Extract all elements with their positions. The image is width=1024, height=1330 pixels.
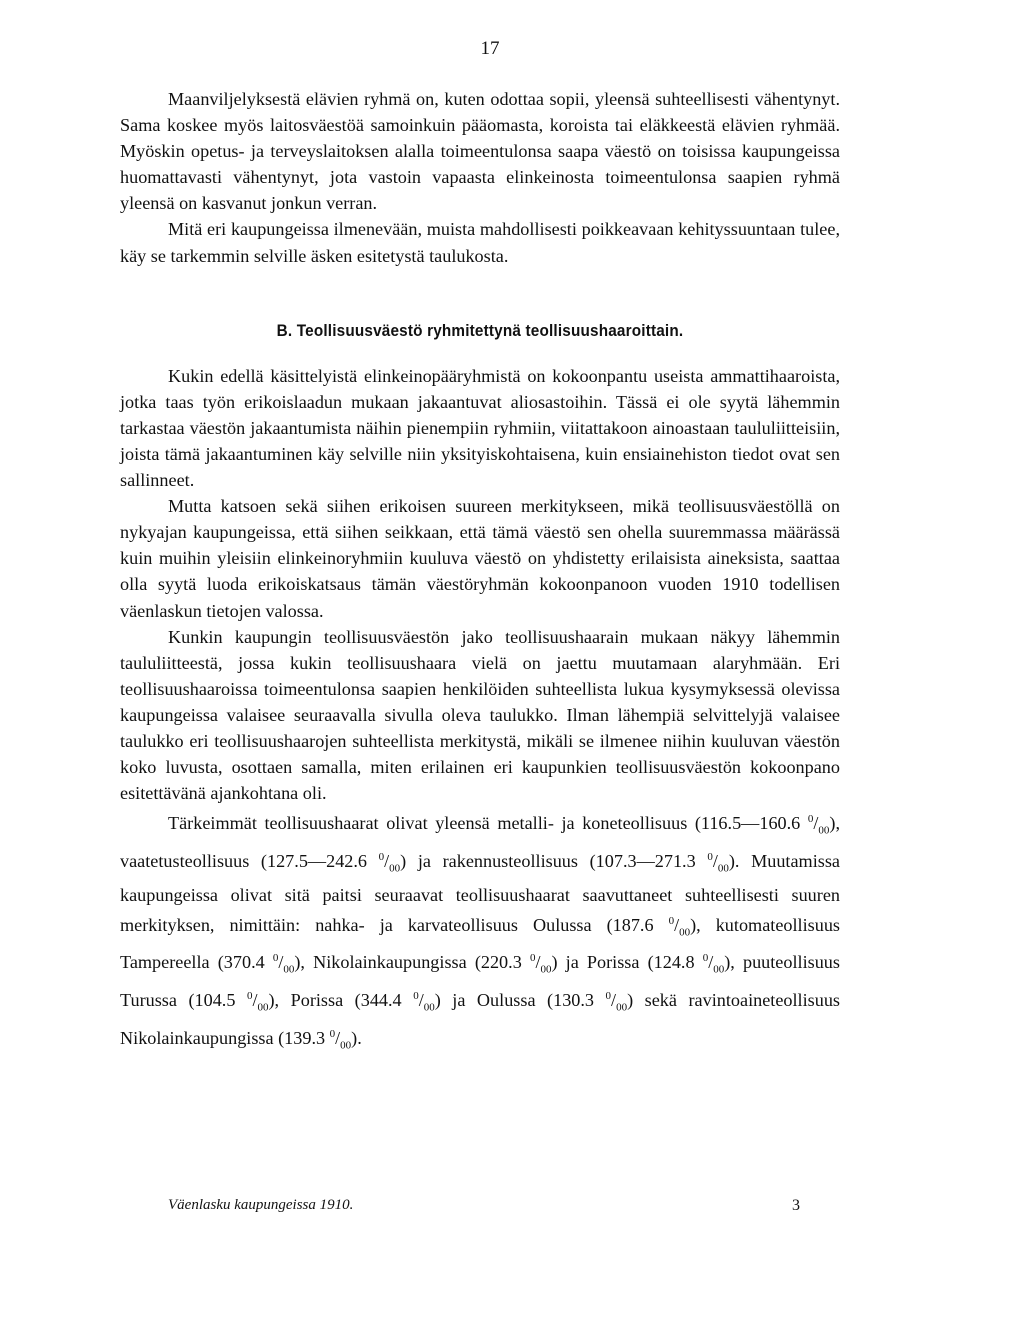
permille-symbol: $^0/_{00}$ <box>605 990 628 1014</box>
text-run: ), Nikolainkaupungissa (220.3 <box>294 952 530 973</box>
permille-sub: 00 <box>540 964 552 976</box>
text-run: ), Porissa (344.4 <box>268 990 414 1011</box>
permille-symbol: $^0/_{00}$ <box>529 952 552 976</box>
page-footer <box>168 1197 840 1219</box>
sheet-signature: 3 <box>792 1197 800 1214</box>
permille-symbol: $^0/_{00}$ <box>668 914 691 939</box>
permille-sub: 00 <box>616 1001 628 1014</box>
permille-sub: 00 <box>340 1039 352 1052</box>
permille-sup: 0 <box>702 952 709 965</box>
permille-symbol: $^0/_{00}$ <box>807 813 830 837</box>
body-text <box>120 86 840 1058</box>
text-run: ) ja Porissa (124.8 <box>551 952 703 973</box>
text-run: ). Muutamissa kaupungeissa olivat sitä paitsi seuraavat teollisuushaarat saavuttaneet suhteellisesti suuren merkityksen, nimittäin: nahka- ja karvateollisuus Oulussa (187.6 <box>120 850 840 935</box>
permille-symbol: $^0/_{00}$ <box>246 990 269 1014</box>
paragraph-industries <box>120 806 840 1058</box>
text-run: ). <box>351 1027 362 1048</box>
permille-sub: 00 <box>717 862 729 875</box>
paragraph: Mitä eri kaupungeissa ilmenevään, muista mahdollisesti poikkeavaan kehityssuuntaan tulee, käy se tarkemmin selville äsken esitetystä taulukosta. <box>120 219 840 266</box>
permille-sup: 0 <box>413 990 419 1003</box>
permille-sub: 00 <box>389 862 401 875</box>
permille-sub: 00 <box>713 964 725 976</box>
text-run: ), puuteollisuus Turussa (104.5 <box>120 952 840 1011</box>
permille-sup: 0 <box>329 1027 336 1040</box>
text-run: ) sekä ravintoaineteollisuus Nikolainkaupungissa (139.3 <box>120 990 841 1048</box>
permille-sub: 00 <box>257 1001 269 1014</box>
paragraph: Kukin edellä käsittelyistä elinkeinopääryhmistä on kokoonpantu useista ammattihaaroista, jotka taas työn erikoislaadun mukaan jakaantuvat aliosastoihin. Tässä ei ole syytä lähemmin tarkastaa väestön jakaantumista näihin pienempiin ryhmiin, viitattakoon ainoastaan taululiitteisiin, joista tämä jakaantuminen käy selville niin yksityiskohtaisena, kuin ensiainehiston tiedot ovat sen sallinneet. <box>120 365 840 491</box>
text-run: Tärkeimmät teollisuushaarat olivat yleensä metalli- ja koneteollisuus (116.5—160.6 <box>168 813 808 834</box>
permille-symbol: $^0/_{00}$ <box>702 952 725 976</box>
text-run: ) ja rakennusteollisuus (107.3—271.3 <box>400 850 708 871</box>
permille-sup: 0 <box>605 990 612 1003</box>
permille-sup: 0 <box>668 914 675 927</box>
permille-sub: 00 <box>283 964 295 976</box>
permille-sup: 0 <box>378 850 385 863</box>
text-run: ) ja Oulussa (130.3 <box>434 990 606 1011</box>
permille-sup: 0 <box>529 952 536 965</box>
permille-symbol: $^0/_{00}$ <box>272 952 295 976</box>
permille-sup: 0 <box>246 990 253 1003</box>
page-number: 17 <box>480 38 500 59</box>
permille-sub: 00 <box>679 926 691 939</box>
section-heading: B. Teollisuusväestö ryhmitettynä teollisuushaaroittain. <box>276 320 684 340</box>
text-run: ), kutomateollisuus Tampereella (370.4 <box>120 914 840 973</box>
permille-symbol: $^0/_{00}$ <box>378 850 401 875</box>
permille-sup: 0 <box>807 813 814 826</box>
permille-symbol: $^0/_{00}$ <box>707 850 729 875</box>
text-run: ), vaatetusteollisuus (127.5—242.6 <box>120 813 840 871</box>
permille-sup: 0 <box>707 850 713 863</box>
footer-source: Väenlasku kaupungeissa 1910. <box>168 1197 354 1213</box>
paragraph: Mutta katsoen sekä siihen erikoisen suureen merkitykseen, mikä teollisuusväestöllä on nykyajan kaupungeissa, että siihen seikkaan, että tämä väestö sen ohella suuremmassa määrässä kuin muihin yleisiin elinkeinoryhmiin kuuluva väestö on yhdistetty erilaisista aineksista, saattaa olla syytä luoda erikoiskatsaus tämän väestöryhmän kokoonpanoon vuoden 1910 todellisen väenlaskun tietojen valossa. <box>120 496 840 621</box>
paragraph: Kunkin kaupungin teollisuusväestön jako teollisuushaarain mukaan näkyy lähemmin taululiitteestä, jossa kukin teollisuushaara vielä on jaettu muutamaan alaryhmään. Eri teollisuushaaroissa toimeentulonsa saapien henkilöiden suhteellista lukua kysymyksessä olevissa kaupungeissa valaisee seuraavalla sivulla oleva taulukko. Ilman lähempiä selvittelyjä valaisee taulukko eri teollisuushaarojen suhteellista merkitystä, mikäli se ilmenee niihin kuuluvan väestön koko luvusta, osottaen samalla, miten erilainen eri kaupunkien teollisuusväestön kokoonpano esitettävänä ajankohtana oli. <box>120 626 840 804</box>
permille-sup: 0 <box>272 952 279 965</box>
permille-symbol: $^0/_{00}$ <box>413 990 435 1014</box>
paragraph: Maanviljelyksestä elävien ryhmä on, kuten odottaa sopii, yleensä suhteellisesti vähentynyt. Sama koskee myös laitosväestöä samoinkuin pääomasta, koroista tai eläkkeestä elävien ryhmää. Myöskin opetus- ja terveyslaitoksen alalla toimeentulonsa saapa väestö on toisissa kaupungeissa huomattavasti vähentynyt, jota vastoin vapaasta elinkeinosta toimeentulonsa saapien ryhmä yleensä on kasvanut jonkun verran. <box>120 89 840 214</box>
permille-sub: 00 <box>423 1001 435 1014</box>
permille-sub: 00 <box>818 824 830 837</box>
permille-symbol: $^0/_{00}$ <box>329 1027 352 1052</box>
